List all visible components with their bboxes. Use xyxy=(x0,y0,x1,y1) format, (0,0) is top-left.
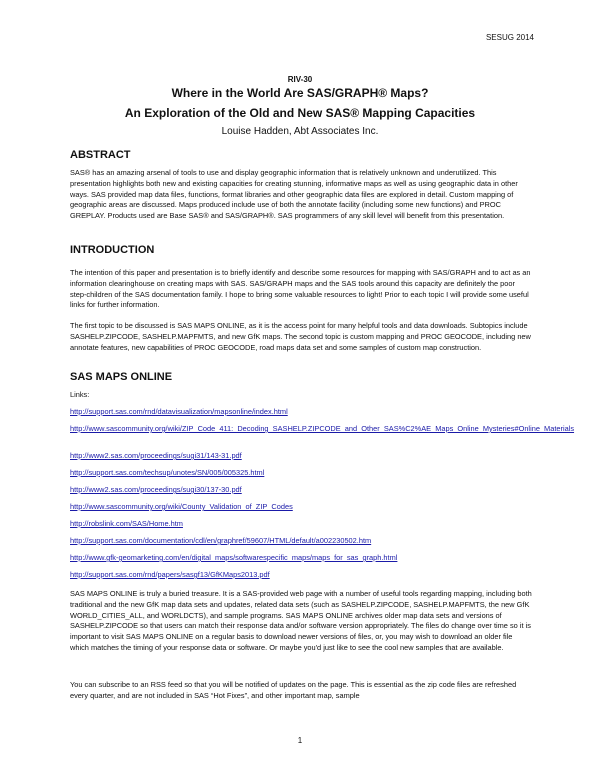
paper-id: RIV-30 xyxy=(287,75,313,84)
introduction-heading: INTRODUCTION xyxy=(70,244,155,256)
link-robslink[interactable]: http://robslink.com/SAS/Home.htm xyxy=(70,519,183,528)
link-graphref-doc[interactable]: http://support.sas.com/documentation/cdl/en/graphref/59607/HTML/default/a002230502.htm xyxy=(70,536,372,545)
conference-header: SESUG 2014 xyxy=(485,33,534,42)
link-sugi30-137[interactable]: http://www2.sas.com/proceedings/sugi30/137-30.pdf xyxy=(70,485,242,494)
links-label: Links: xyxy=(70,390,90,399)
introduction-paragraph-2: The first topic to be discussed is SAS MAPS ONLINE, as it is the access point for many helpful tools and data downloads. Subtopics include SASHELP.ZIPCODE, SASHELP.MAPFMTS, and new GfK maps. The second topic is custom mapping and PROC GEOCODE, including new annotate features, new capabilities of PROC GEOCODE, road maps data set and some samples of custom map construction. xyxy=(70,321,531,352)
paper-title-line-1: Where in the World Are SAS/GRAPH® Maps? xyxy=(171,86,429,100)
page-number: 1 xyxy=(297,736,303,745)
paper-title-line-2: An Exploration of the Old and New SAS® Mapping Capacities xyxy=(124,106,476,120)
maps-online-paragraph-2: You can subscribe to an RSS feed so that you will be notified of updates on the page. This is essential as the zip code files are refreshed every quarter, and are not included in SAS “Hot Fixes”, and other important map, sample xyxy=(70,680,517,700)
link-maps-online-index[interactable]: http://support.sas.com/rnd/datavisualization/mapsonline/index.html xyxy=(70,407,288,416)
link-county-validation[interactable]: http://www.sascommunity.org/wiki/County_Validation_of_ZIP_Codes xyxy=(70,502,293,511)
abstract-heading: ABSTRACT xyxy=(70,149,131,161)
link-list xyxy=(70,407,575,587)
link-gfk-maps-2013[interactable]: http://support.sas.com/rnd/papers/sasgf13/GfKMaps2013.pdf xyxy=(70,570,270,579)
introduction-paragraph-1: The intention of this paper and presentation is to briefly identify and describe some resources for mapping with SAS/GRAPH and to act as an information clearinghouse on creating maps with SAS. SAS/GRAPH maps and the SAS tools around this capacity are definitely the poor step-children of the SAS documentation family. I hope to bring some valuable resources to light! Prior to each topic I will provide some useful links for further information. xyxy=(70,268,531,310)
link-gfk-geomarketing[interactable]: http://www.gfk-geomarketing.com/en/digital_maps/softwarespecific_maps/maps_for_sas_graph.html xyxy=(70,553,398,562)
abstract-text: SAS® has an amazing arsenal of tools to use and display geographic information that is relatively unknown and underutilized. This presentation highlights both new and existing capacities for creating stunning, informative maps as well as using geographic data in other ways. SAS provided map data files, functions, format libraries and other geographic data files are explored in detail. Custom mapping of geographic areas are discussed. Maps produced include use of both the annotate facility (including some new functions) and PROC GREPLAY. Products used are Base SAS® and SAS/GRAPH®. SAS programmers of any skill level will benefit from this presentation. xyxy=(70,168,518,221)
link-sugi31-143[interactable]: http://www2.sas.com/proceedings/sugi31/143-31.pdf xyxy=(70,451,242,460)
link-zip-code-411[interactable]: http://www.sascommunity.org/wiki/ZIP_Code_411:_Decoding_SASHELP.ZIPCODE_and_Other_SAS%C2%AE_Maps_Online_Mysteries#Online_Materials xyxy=(70,424,575,433)
author-line: Louise Hadden, Abt Associates Inc. xyxy=(221,126,379,137)
link-unotes-005325[interactable]: http://support.sas.com/techsup/unotes/SN/005/005325.html xyxy=(70,468,265,477)
maps-online-paragraph-1: SAS MAPS ONLINE is truly a buried treasure. It is a SAS-provided web page with a number of useful tools regarding mapping, including both traditional and the new GfK map data sets and updates, related data sets (such as SASHELP.ZIPCODE, SASHELP.MAPFMTS, the new GfK WORLD_CITIES_ALL, and WORLDCTS), and sample programs. SAS MAPS ONLINE archives older map data sets and versions of SASHELP.ZIPCODE so that users can match their response data and/or software version appropriately. The files do change over time so it is important to visit SAS MAPS ONLINE on a regular basis to download newer versions of files, or, you may wish to download an older file which matches the timing of your response data or software. Or maybe you'd just like to see the cool new samples that are available. xyxy=(70,589,532,652)
maps-online-heading: SAS MAPS ONLINE xyxy=(70,371,173,383)
